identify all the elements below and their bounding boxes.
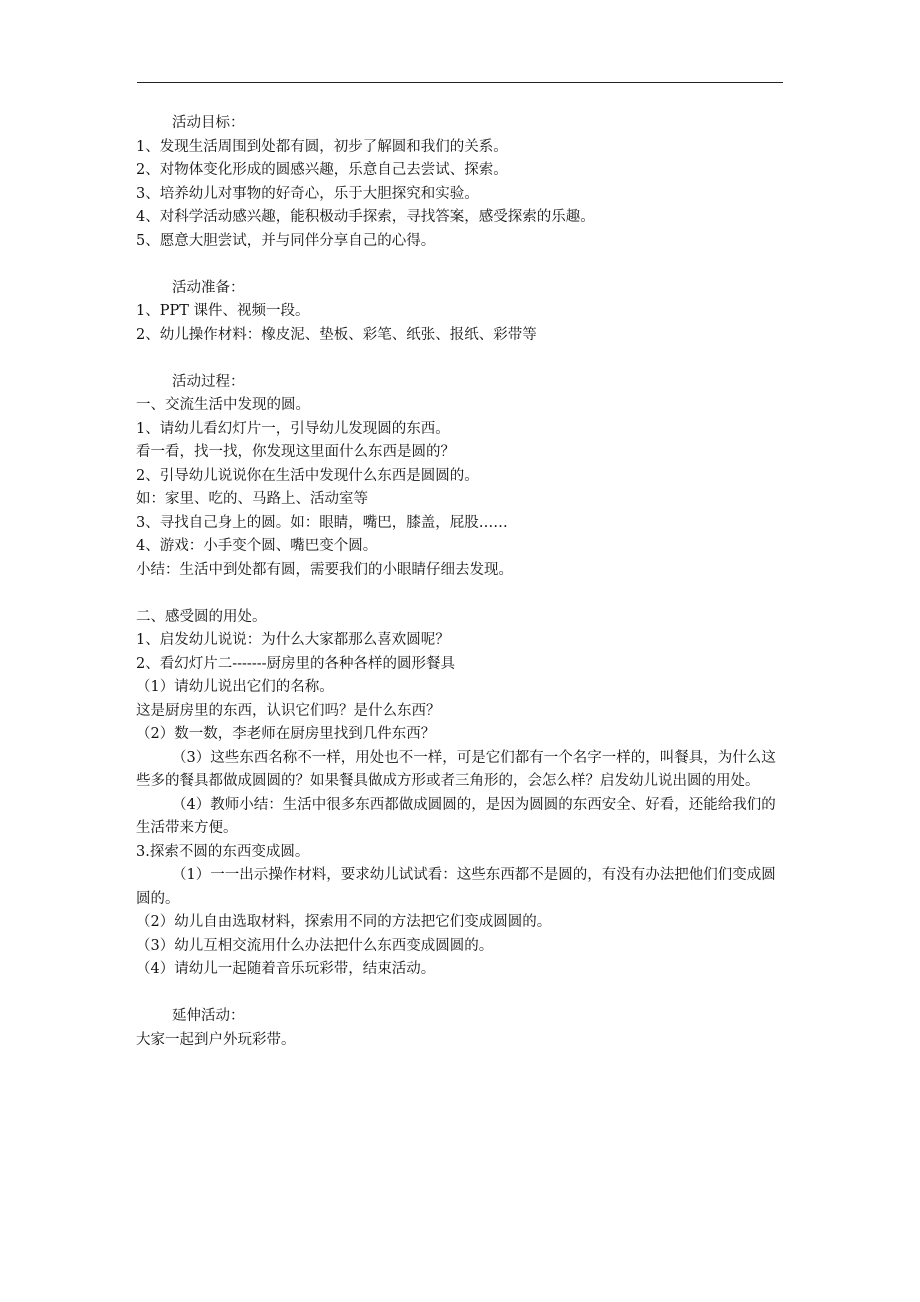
process-line: 2、引导幼儿说说你在生活中发现什么东西是圆圆的。 [136, 467, 479, 484]
process-subitem: （2）幼儿自由选取材料，探索用不同的方法把它们变成圆圆的。 [136, 914, 552, 930]
process-line: 1、启发幼儿说说：为什么大家都那么喜欢圆呢？ [136, 632, 450, 648]
process-subitem: （1）一一出示操作材料，要求幼儿试试看：这些东西都不是圆的，有没有办法把他们们变成圆圆的。 [136, 867, 776, 907]
process-section [136, 371, 784, 982]
goal-item: 5、愿意大胆尝试，并与同伴分享自己的心得。 [136, 232, 436, 249]
header-rule [137, 82, 783, 83]
process-line: 3、寻找自己身上的圆。如：眼睛，嘴巴，膝盖，屁股…… [136, 514, 508, 531]
process-summary: 小结：生活中到处都有圆，需要我们的小眼睛仔细去发现。 [136, 561, 513, 578]
process-part3-title: 3.探索不圆的东西变成圆。 [136, 843, 310, 860]
process-line: 4、游戏：小手变个圆、嘴巴变个圆。 [136, 538, 378, 554]
extension-heading: 延伸活动： [172, 1008, 245, 1024]
process-line: 2、看幻灯片二-------厨房里的各种各样的圆形餐具 [136, 655, 456, 672]
document-body [136, 112, 784, 1052]
process-line: 看一看，找一找，你发现这里面什么东西是圆的？ [136, 444, 455, 460]
process-part1-title: 一、交流生活中发现的圆。 [136, 397, 310, 413]
process-line: 这是厨房里的东西，认识它们吗？是什么东西？ [136, 702, 441, 719]
process-line: 如：家里、吃的、马路上、活动室等 [136, 491, 368, 507]
goal-item: 3、培养幼儿对事物的好奇心，乐于大胆探究和实验。 [136, 185, 479, 202]
process-subitem: （4）教师小结：生活中很多东西都做成圆圆的，是因为圆圆的东西安全、好看，还能给我们的生活带来方便。 [136, 796, 776, 836]
process-part2-title: 二、感受圆的用处。 [136, 608, 267, 625]
preparation-heading: 活动准备： [172, 279, 245, 296]
process-subitem: （1）请幼儿说出它们的名称。 [136, 679, 334, 695]
extension-section [136, 1005, 784, 1052]
process-subitem: （2）数一数，李老师在厨房里找到几件东西？ [136, 726, 436, 742]
process-heading: 活动过程： [172, 373, 245, 390]
process-subitem: （3）这些东西名称不一样，用处也不一样，可是它们都有一个名字一样的，叫餐具，为什么这些多的餐具都做成圆圆的？如果餐具做成方形或者三角形的，会怎么样？启发幼儿说出圆的用处。 [136, 749, 776, 789]
extension-line: 大家一起到户外玩彩带。 [136, 1031, 296, 1048]
goals-section [136, 112, 784, 253]
goal-item: 2、对物体变化形成的圆感兴趣，乐意自己去尝试、探索。 [136, 162, 508, 178]
process-line: 1、请幼儿看幻灯片一，引导幼儿发现圆的东西。 [136, 420, 450, 437]
process-subitem: （3）幼儿互相交流用什么办法把什么东西变成圆圆的。 [136, 937, 494, 954]
goals-heading: 活动目标： [172, 115, 245, 131]
preparation-item: 2、幼儿操作材料：橡皮泥、垫板、彩笔、纸张、报纸、彩带等 [136, 326, 537, 343]
preparation-section [136, 277, 784, 348]
goal-item: 4、对科学活动感兴趣，能积极动手探索，寻找答案，感受探索的乐趣。 [136, 209, 595, 225]
goal-item: 1、发现生活周围到处都有圆，初步了解圆和我们的关系。 [136, 138, 508, 155]
process-subitem: （4）请幼儿一起随着音乐玩彩带，结束活动。 [136, 961, 436, 977]
preparation-item: 1、PPT 课件、视频一段。 [136, 303, 310, 319]
